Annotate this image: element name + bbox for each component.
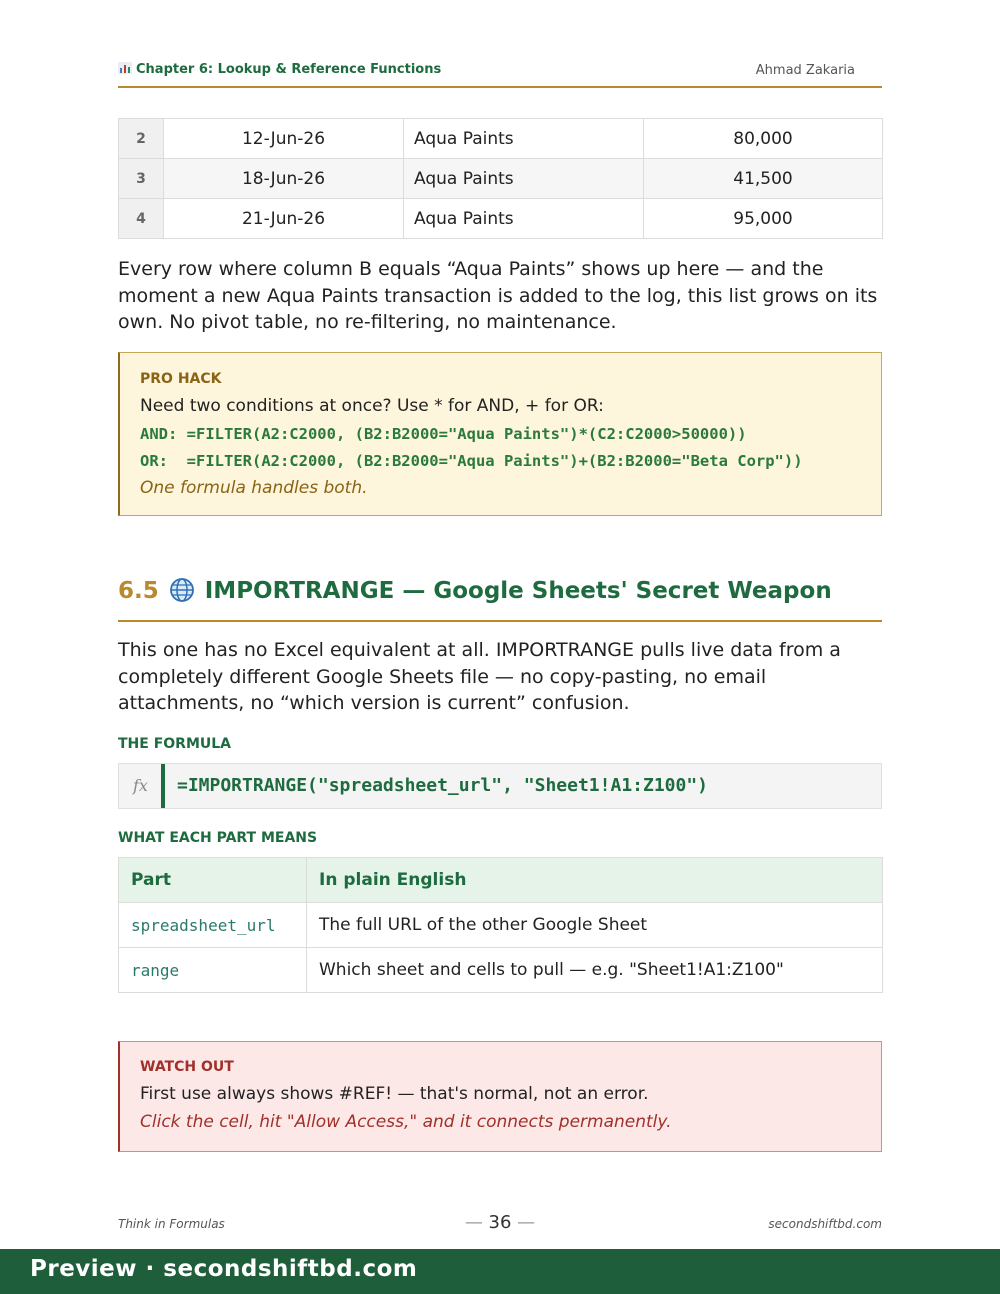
meaning-cell: The full URL of the other Google Sheet [307, 903, 883, 948]
table-header-row [119, 858, 883, 903]
row-number: 4 [119, 199, 164, 239]
preview-banner-text: Preview · secondshiftbd.com [30, 1256, 418, 1282]
callout-title: WATCH OUT [140, 1059, 234, 1075]
table-row [119, 119, 883, 159]
chapter-header [118, 62, 441, 77]
footer-website: secondshiftbd.com [768, 1217, 882, 1231]
name-cell: Aqua Paints [404, 159, 644, 199]
date-cell: 12-Jun-26 [164, 119, 404, 159]
parts-label: WHAT EACH PART MEANS [118, 830, 318, 846]
section-paragraph: This one has no Excel equivalent at all. IMPORTRANGE pulls live data from a completely different Google Sheets file — no copy-pasting, no email attachments, no “which version is current” confusion. [118, 639, 841, 714]
callout-text: First use always shows #REF! — that's normal, not an error. [140, 1084, 649, 1104]
table-row [119, 903, 883, 948]
fx-icon: fx [133, 776, 148, 795]
section-heading [118, 577, 832, 604]
column-header: Part [119, 858, 307, 903]
preview-banner [0, 1249, 1000, 1294]
formula-text: =IMPORTRANGE("spreadsheet_url", "Sheet1!A1:Z100") [177, 775, 709, 796]
bar-chart-icon [118, 62, 132, 74]
pro-hack-callout [118, 352, 882, 516]
section-number: 6.5 [118, 578, 159, 604]
name-cell: Aqua Paints [404, 119, 644, 159]
callout-note: Click the cell, hit "Allow Access," and it connects permanently. [140, 1112, 672, 1132]
globe-icon [169, 577, 195, 603]
and-formula-code: AND: =FILTER(A2:C2000, (B2:B2000="Aqua Paints")*(C2:C2000>50000)) [140, 425, 747, 443]
filter-results-table [118, 118, 883, 239]
watch-out-callout [118, 1041, 882, 1152]
name-cell: Aqua Paints [404, 199, 644, 239]
date-cell: 18-Jun-26 [164, 159, 404, 199]
formula-bar-accent [161, 764, 165, 808]
section-divider [118, 620, 882, 622]
amount-cell: 41,500 [644, 159, 883, 199]
callout-title: PRO HACK [140, 371, 222, 387]
intro-paragraph: Every row where column B equals “Aqua Paints” shows up here — and the moment a new Aqua Paints transaction is added to the log, this list grows on its own. No pivot table, no re-filtering, no maintenance. [118, 258, 878, 333]
table-row [119, 159, 883, 199]
footer-book-title: Think in Formulas [118, 1217, 225, 1231]
author-name: Ahmad Zakaria [755, 63, 855, 78]
date-cell: 21-Jun-26 [164, 199, 404, 239]
part-cell: range [119, 948, 307, 993]
header-divider [118, 86, 882, 88]
table-row [119, 199, 883, 239]
chapter-title: Chapter 6: Lookup & Reference Functions [136, 62, 442, 77]
formula-label: THE FORMULA [118, 736, 232, 752]
callout-text: Need two conditions at once? Use * for AND, + for OR: [140, 396, 604, 416]
part-cell: spreadsheet_url [119, 903, 307, 948]
page-number-value: 36 [488, 1212, 512, 1233]
amount-cell: 80,000 [644, 119, 883, 159]
parts-table [118, 857, 883, 993]
section-title: IMPORTRANGE — Google Sheets' Secret Weapon [204, 578, 832, 604]
formula-bar [118, 763, 882, 809]
table-row [119, 948, 883, 993]
amount-cell: 95,000 [644, 199, 883, 239]
callout-note: One formula handles both. [140, 478, 368, 498]
meaning-cell: Which sheet and cells to pull — e.g. "Sheet1!A1:Z100" [307, 948, 883, 993]
or-formula-code: OR: =FILTER(A2:C2000, (B2:B2000="Aqua Paints")+(B2:B2000="Beta Corp")) [140, 452, 803, 470]
row-number: 2 [119, 119, 164, 159]
page-number: — 36 — [464, 1212, 536, 1233]
row-number: 3 [119, 159, 164, 199]
column-header: In plain English [307, 858, 883, 903]
